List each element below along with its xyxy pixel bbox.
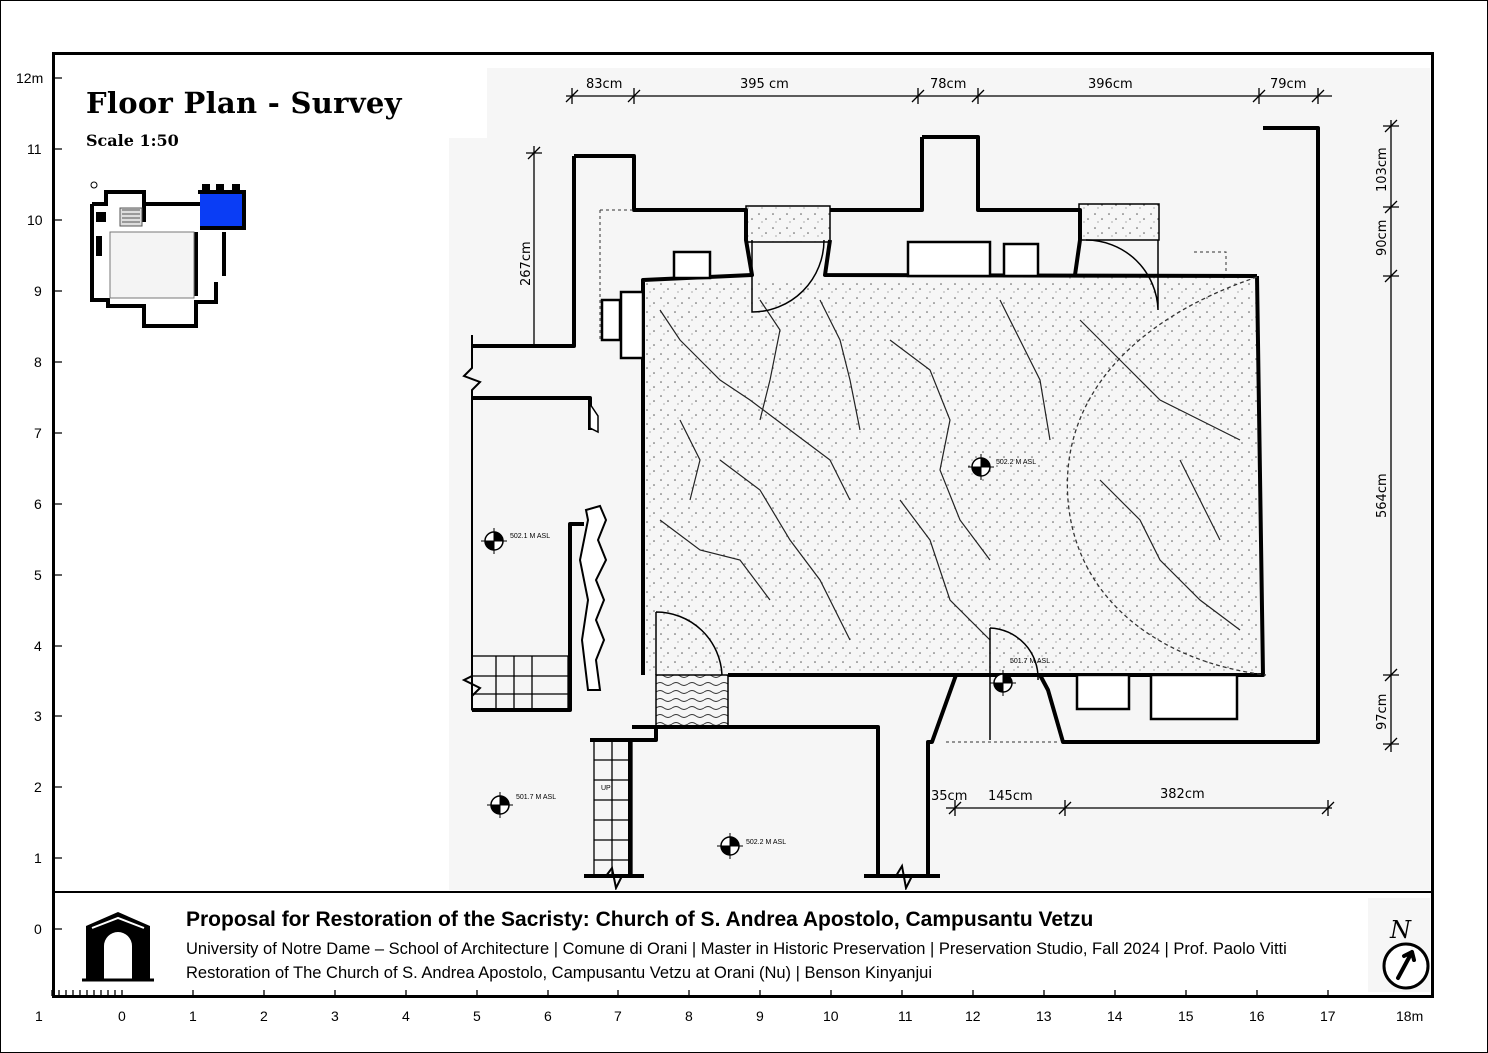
x-tick-label: 18m [1396, 1008, 1424, 1024]
elevation-label: 502.2 M ASL [996, 459, 1037, 466]
project-author: Restoration of The Church of S. Andrea Apostolo, Campusantu Vetzu at Orani (Nu) | Benson Kinyanjui [186, 964, 932, 982]
dim-top-3: 78cm [930, 77, 967, 92]
x-tick-label: 3 [331, 1008, 339, 1024]
x-tick-label: 1 [189, 1008, 197, 1024]
elevation-label: 501.7 M ASL [516, 794, 557, 801]
x-tick-label: 15 [1178, 1008, 1194, 1024]
dim-right-4: 97cm [1375, 693, 1390, 730]
drawing-title: Floor Plan - Survey [86, 86, 402, 120]
y-tick-label: 0 [34, 921, 42, 937]
dim-bottom-3: 382cm [1160, 787, 1205, 802]
y-tick-label: 7 [34, 425, 42, 441]
dim-top-1: 83cm [586, 77, 623, 92]
x-tick-label: 8 [685, 1008, 693, 1024]
north-label: N [1390, 916, 1411, 944]
x-tick-label: 16 [1249, 1008, 1265, 1024]
dim-right-2: 90cm [1375, 219, 1390, 256]
y-tick-label: 10 [27, 212, 43, 228]
dim-right-1: 103cm [1375, 147, 1390, 192]
y-tick-label: 12m [16, 70, 44, 86]
y-tick-label: 3 [34, 708, 42, 724]
x-tick-label: 6 [544, 1008, 552, 1024]
dim-right-3: 564cm [1375, 473, 1390, 518]
y-tick-label: 5 [34, 567, 42, 583]
y-tick-label: 1 [34, 850, 42, 866]
x-tick-label: 5 [473, 1008, 481, 1024]
y-tick-label: 8 [34, 354, 42, 370]
elevation-label: 502.2 M ASL [746, 839, 787, 846]
dim-top-2: 395 cm [740, 77, 789, 92]
x-tick-label: 9 [756, 1008, 764, 1024]
y-tick-label: 4 [34, 638, 42, 654]
x-tick-label: 10 [823, 1008, 839, 1024]
y-tick-label: 11 [27, 141, 42, 157]
project-credits: University of Notre Dame – School of Architecture | Comune di Orani | Master in Historic Preservation | Preservation Studio, Fall 2024 | Prof. Paolo Vitti [186, 940, 1287, 958]
project-title: Proposal for Restoration of the Sacristy: Church of S. Andrea Apostolo, Campusantu Vetzu [186, 908, 1094, 931]
x-tick-label: 13 [1036, 1008, 1052, 1024]
dim-left: 267cm [519, 241, 534, 286]
x-tick-label: 1 [35, 1008, 43, 1024]
y-tick-label: 9 [34, 283, 42, 299]
x-tick-label: 12 [965, 1008, 981, 1024]
y-tick-label: 6 [34, 496, 42, 512]
dim-top-5: 79cm [1270, 77, 1307, 92]
dim-bottom-2: 145cm [988, 789, 1033, 804]
x-tick-label: 7 [614, 1008, 622, 1024]
x-tick-label: 4 [402, 1008, 410, 1024]
stair-label: UP [601, 785, 611, 792]
x-tick-label: 14 [1107, 1008, 1123, 1024]
elevation-label: 502.1 M ASL [510, 533, 551, 540]
dim-bottom-1: 35cm [931, 789, 968, 804]
drawing-scale: Scale 1:50 [86, 131, 179, 150]
x-tick-label: 2 [260, 1008, 268, 1024]
elevation-label: 501.7 M ASL [1010, 658, 1051, 665]
x-tick-label: 17 [1320, 1008, 1336, 1024]
y-tick-label: 2 [34, 779, 42, 795]
dim-top-4: 396cm [1088, 77, 1133, 92]
x-tick-label: 11 [898, 1008, 913, 1024]
x-tick-label: 0 [118, 1008, 126, 1024]
